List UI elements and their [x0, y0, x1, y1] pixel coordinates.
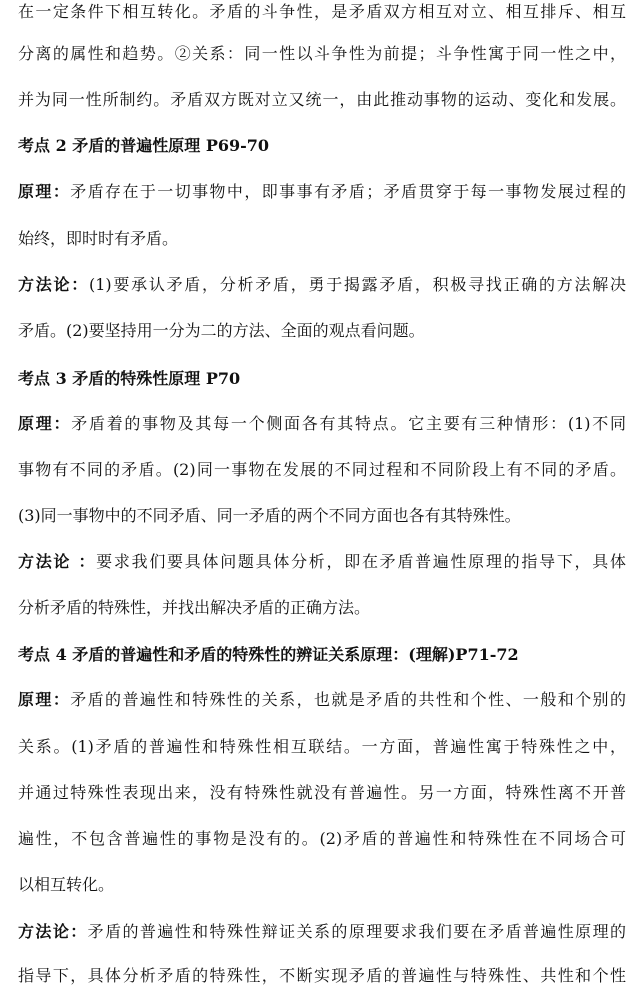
line-text: 遍性，不包含普遍性的事物是没有的。(2)矛盾的普遍性和特殊性在不同场合可 [18, 829, 626, 848]
text-line [18, 410, 626, 438]
line-text: 矛盾着的事物及其每一个侧面各有其特点。它主要有三种情形：(1)不同 [71, 414, 626, 433]
line-text: 并通过特殊性表现出来，没有特殊性就没有普遍性。另一方面，特殊性离不开普 [18, 783, 626, 802]
line-label: 方法论： [18, 275, 89, 294]
line-label: 方法论 ： [18, 552, 97, 571]
line-label: 方法论： [18, 922, 88, 941]
text-line [18, 962, 626, 990]
text-line [18, 548, 626, 576]
line-text: (1)要承认矛盾，分析矛盾，勇于揭露矛盾，积极寻找正确的方法解决 [88, 275, 626, 294]
text-line [18, 0, 626, 26]
text-line [18, 918, 626, 946]
text-line [18, 178, 626, 206]
line-text: 矛盾的普遍性和特殊性的关系，也就是矛盾的共性和个性、一般和个别的 [70, 690, 626, 709]
line-text: 分析矛盾的特殊性，并找出解决矛盾的正确方法。 [18, 598, 371, 617]
line-text: 关系。(1)矛盾的普遍性和特殊性相互联结。一方面，普遍性寓于特殊性之中， [18, 737, 626, 756]
text-line [18, 594, 626, 622]
text-line [18, 40, 626, 68]
text-line [18, 271, 626, 299]
line-label: 原理： [18, 414, 72, 433]
section-heading [18, 132, 626, 160]
text-line [18, 225, 626, 253]
line-text: 在一定条件下相互转化。矛盾的斗争性，是矛盾双方相互对立、相互排斥、相互 [18, 2, 626, 21]
line-text: 指导下，具体分析矛盾的特殊性，不断实现矛盾的普遍性与特殊性、共性和个性 [18, 966, 626, 985]
line-text: 事物有不同的矛盾。(2)同一事物在发展的不同过程和不同阶段上有不同的矛盾。 [18, 460, 626, 479]
line-label: 原理： [18, 690, 71, 709]
line-text: (3)同一事物中的不同矛盾、同一矛盾的两个不同方面也各有其特殊性。 [18, 506, 521, 525]
line-text: 并为同一性所制约。矛盾双方既对立又统一，由此推动事物的运动、变化和发展。 [18, 90, 626, 109]
text-line [18, 686, 626, 714]
heading-text: 考点 3 矛盾的特殊性原理 P70 [18, 369, 241, 388]
line-text: 分离的属性和趋势。②关系：同一性以斗争性为前提；斗争性寓于同一性之中， [18, 44, 626, 63]
heading-text: 考点 2 矛盾的普遍性原理 P69-70 [18, 136, 270, 155]
section-heading [18, 641, 626, 669]
line-text: 以相互转化。 [18, 875, 115, 894]
text-line [18, 86, 626, 114]
text-line [18, 779, 626, 807]
text-line [18, 825, 626, 853]
text-line [18, 502, 626, 530]
line-label: 原理： [18, 182, 71, 201]
line-text: 矛盾存在于一切事物中，即事事有矛盾；矛盾贯穿于每一事物发展过程的 [70, 182, 626, 201]
line-text: 始终，即时时有矛盾。 [18, 229, 179, 248]
text-line [18, 456, 626, 484]
line-text: 矛盾的普遍性和特殊性辩证关系的原理要求我们要在矛盾普遍性原理的 [87, 922, 626, 941]
section-heading [18, 365, 626, 393]
text-line [18, 317, 626, 345]
text-line [18, 871, 626, 899]
line-text: 矛盾。(2)要坚持用一分为二的方法、全面的观点看问题。 [18, 321, 425, 340]
heading-text: 考点 4 矛盾的普遍性和矛盾的特殊性的辨证关系原理：(理解)P71-72 [18, 645, 519, 664]
text-line [18, 733, 626, 761]
line-text: 要求我们要具体问题具体分析，即在矛盾普遍性原理的指导下，具体 [96, 552, 626, 571]
